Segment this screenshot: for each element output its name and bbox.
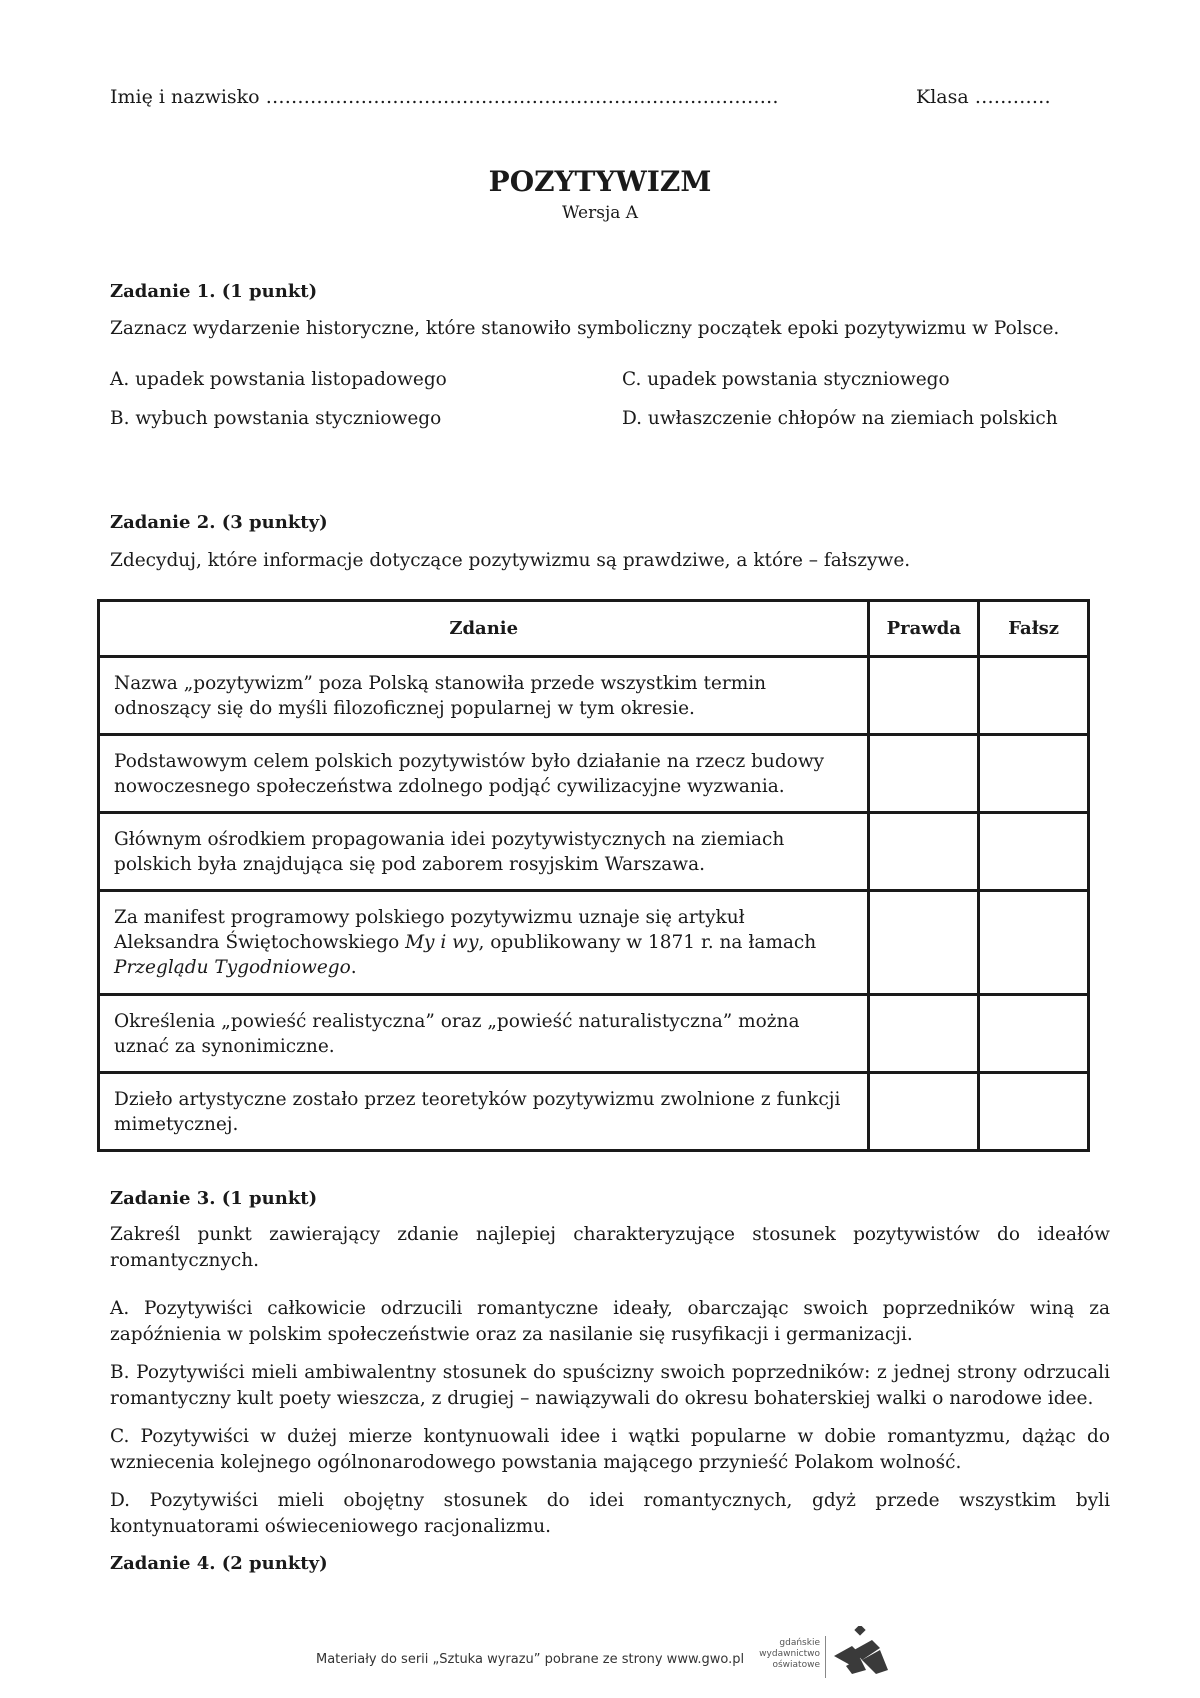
true-false-table [97, 599, 1090, 1152]
footer-divider [825, 1636, 826, 1678]
true-answer-box[interactable] [869, 813, 979, 891]
table-row [99, 995, 1089, 1073]
task3-prompt: Zakreśl punkt zawierający zdanie najlepiej charakteryzujące stosunek pozytywistów do ideałów romantycznych. [110, 1224, 1110, 1271]
publisher-logo-icon [832, 1626, 892, 1676]
true-answer-box[interactable] [869, 657, 979, 735]
class-field-label: Klasa ………… [916, 86, 1051, 108]
task1-option-b[interactable]: B. wybuch powstania styczniowego [110, 408, 442, 429]
true-answer-box[interactable] [869, 1073, 979, 1151]
statement-cell [99, 891, 869, 995]
true-answer-box[interactable] [869, 891, 979, 995]
table-header-row [99, 601, 1089, 657]
task3-option-c[interactable]: C. Pozytywiści w dużej mierze kontynuowali idee i wątki popularne w dobie romantyzmu, dążąc do wzniecenia kolejnego ogólnonarodowego powstania mającego przynieść Polakom wolność. [110, 1426, 1110, 1473]
name-field-label: Imię i nazwisko ……………………………………………………………………… [110, 86, 779, 108]
statement-cell: Nazwa „pozytywizm” poza Polską stanowiła przede wszystkim termin odnoszący się do myśli filozoficznej popularnej w tym okresie. [99, 657, 869, 735]
journal-title: Przeglądu Tygodniowego [114, 957, 351, 978]
true-answer-box[interactable] [869, 995, 979, 1073]
article-title: My i wy [405, 932, 479, 953]
table-row [99, 813, 1089, 891]
task1-option-d[interactable]: D. uwłaszczenie chłopów na ziemiach polskich [622, 408, 1058, 429]
page-subtitle: Wersja A [561, 203, 639, 223]
true-answer-box[interactable] [869, 735, 979, 813]
task2-prompt: Zdecyduj, które informacje dotyczące pozytywizmu są prawdziwe, a które – fałszywe. [110, 550, 911, 571]
task4-heading: Zadanie 4. (2 punkty) [110, 1553, 328, 1574]
statement-cell: Podstawowym celem polskich pozytywistów było działanie na rzecz budowy nowoczesnego społeczeństwa zdolnego podjąć cywilizacyjne wyzwania. [99, 735, 869, 813]
task1-heading: Zadanie 1. (1 punkt) [110, 281, 318, 302]
task3-option-a[interactable]: A. Pozytywiści całkowicie odrzucili romantyczne ideały, obarczając swoich poprzedników winą za zapóźnienia w polskim społeczeństwie oraz za nasilanie się rusyfikacji i germanizacji. [110, 1298, 1110, 1345]
column-header-statement: Zdanie [99, 601, 869, 657]
column-header-true: Prawda [869, 601, 979, 657]
false-answer-box[interactable] [979, 813, 1089, 891]
task3-heading: Zadanie 3. (1 punkt) [110, 1188, 318, 1209]
false-answer-box[interactable] [979, 995, 1089, 1073]
statement-text-pre: Za manifest programowy polskiego pozytywizmu uznaje się artykuł Aleksandra Świętochowskiego [114, 907, 745, 953]
table-row [99, 891, 1089, 995]
footer-source-text: Materiały do serii „Sztuka wyrazu” pobrane ze strony www.gwo.pl [316, 1652, 745, 1667]
table-row [99, 735, 1089, 813]
task2-heading: Zadanie 2. (3 punkty) [110, 512, 328, 533]
task1-option-a[interactable]: A. upadek powstania listopadowego [110, 369, 447, 390]
statement-cell: Określenia „powieść realistyczna” oraz „powieść naturalistyczna” można uznać za synonimiczne. [99, 995, 869, 1073]
false-answer-box[interactable] [979, 891, 1089, 995]
task1-prompt: Zaznacz wydarzenie historyczne, które stanowiło symboliczny początek epoki pozytywizmu w Polsce. [110, 318, 1060, 339]
false-answer-box[interactable] [979, 735, 1089, 813]
task3-option-b[interactable]: B. Pozytywiści mieli ambiwalentny stosunek do spuścizny swoich poprzedników: z jednej strony odrzucali romantyczny kult poety wieszcza, z drugiej – nawiązywali do okresu bohaterskiej walki o narodowe idee. [110, 1362, 1110, 1409]
column-header-false: Fałsz [979, 601, 1089, 657]
statement-text-mid: , opublikowany w 1871 r. na łamach [478, 932, 817, 953]
page-title: POZYTYWIZM [488, 165, 712, 198]
statement-cell: Dzieło artystyczne zostało przez teoretyków pozytywizmu zwolnione z funkcji mimetycznej. [99, 1073, 869, 1151]
publisher-name: gdańskie wydawnictwo oświatowe [759, 1638, 820, 1670]
task1-option-c[interactable]: C. upadek powstania styczniowego [622, 369, 950, 390]
false-answer-box[interactable] [979, 1073, 1089, 1151]
task3-option-d[interactable]: D. Pozytywiści mieli obojętny stosunek do idei romantycznych, gdyż przede wszystkim byli kontynuatorami oświeceniowego racjonalizmu. [110, 1490, 1110, 1537]
false-answer-box[interactable] [979, 657, 1089, 735]
table-row [99, 1073, 1089, 1151]
statement-text-post: . [350, 957, 357, 978]
statement-cell: Głównym ośrodkiem propagowania idei pozytywistycznych na ziemiach polskich była znajdująca się pod zaborem rosyjskim Warszawa. [99, 813, 869, 891]
table-row [99, 657, 1089, 735]
